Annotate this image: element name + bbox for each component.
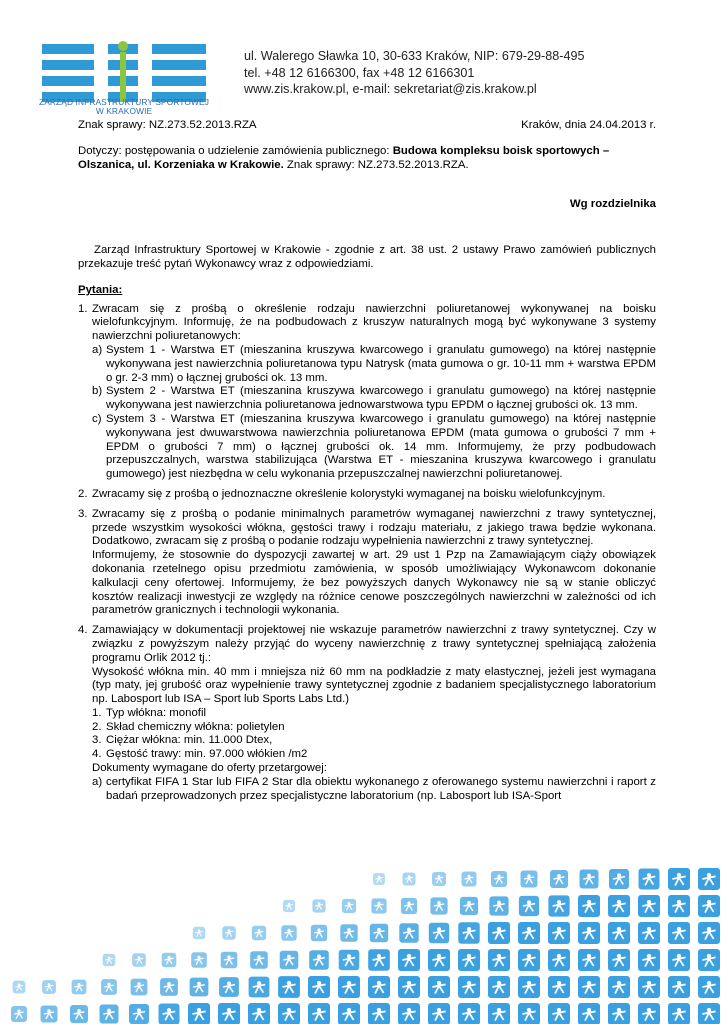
list-item: 2. Skład chemiczny włókna: polietylen [92,720,285,733]
question-2: 2. Zwracamy się z prośbą o jednoznaczne określenie kolorystyki wymaganej na boisku wielofunkcyjnym. [78,487,606,500]
document-date: Kraków, dnia 24.04.2013 r. [521,119,656,131]
contact-line: tel. +48 12 6166300, fax +48 12 6166301 [244,65,475,80]
distribution-note: Wg rozdzielnika [569,198,656,211]
question-4: 4. Zamawiający w dokumentacji projektowej nie wskazuje parametrów nawierzchni z trawy syntetycznej. Czy w związku z powyższym należy przyjąć do wyceny nawierzchnię z trawy syntetycznej spełniającą założenia programu Orlik 2012 tj.: Wysokość włókna min. 40 mm i mniejsza niż 60 mm na podkładzie z maty elastycznej, jeżeli jest wymagana (typ maty, jej grubość oraz wypełnienie trawy syntetycznej zgodnie z badaniem specjalistycznego laboratorium np. Labosport lub ISA – Sport lub Sports Labs Ltd.) 1. Typ włókna: monofil 2. Skład chemiczny włókna: polietylen 3. Ciężar włókna: min. 11.000 Dtex, 4. Gęstość trawy: min. 97.000 włókien /m2 Dokumenty wymagane do oferty przetargowej: a) certyfikat FIFA 1 Star lub FIFA 2 Star dla obiektu wykonanego z oferowanego systemu nawierzchni i raport z badań przeprowadzonych przez specjalistyczne laboratorium (np. Labosport lub ISA-Sport [78,624,656,802]
list-item: c) System 3 - Warstwa ET (mieszanina kruszywa kwarcowego i granulatu gumowego) na której następnie wykonywana jest dwuwarstwowa nawierzchnia poliuretanowa EPDM (mata gumowa o grubości 7 mm + EPDM o grubości 7 mm) o łącznej grubości ok. 14 mm. Informujemy, że przy podbudowach przepuszczalnych, warstwa stabilizująca (Warstwa ET - mieszanina kruszywa kwarcowego i granulatu gumowego) jest niezbędna w celu wykonania przepuszczalnej nawierzchni poliuretanowej. [92,412,656,481]
list-item: a) System 1 - Warstwa ET (mieszanina kruszywa kwarcowego i granulatu gumowego) na której następnie wykonywana jest nawierzchnia poliuretanowa typu Natrysk (mata gumowa o gr. 10-11 mm + warstwa EPDM o gr. 2-3 mm) o łącznej grubości ok. 13 mm. [92,343,656,384]
subject-line: Dotyczy: postępowania o udzielenie zamówienia publicznego: Budowa kompleksu boisk sportowych – Olszanica, ul. Korzeniaka w Krakowie. Znak sprawy: NZ.273.52.2013.RZA. [78,144,610,171]
questions-heading: Pytania: [78,283,123,296]
list-item: 4. Gęstość trawy: min. 97.000 włókien /m2 [92,748,308,761]
logo-caption-line: W KRAKOWIE [95,106,153,116]
web-email-line: www.zis.krakow.pl, e-mail: sekretariat@zis.krakow.pl [244,82,537,96]
list-item: 1. Typ włókna: monofil [92,706,207,719]
intro-paragraph: Zarząd Infrastruktury Sportowej w Krakowie - zgodnie z art. 38 ust. 2 ustawy Prawo zamówień publicznych przekazuje treść pytań Wykonawcy wraz z odpowiedziami. [78,244,656,270]
logo-caption-line: ZARZĄD INFRASTRUKTURY SPORTOWEJ [39,97,209,107]
question-1: 1. Zwracam się z prośbą o określenie rodzaju nawierzchni poliuretanowej wykonywanej na boisku wielofunkcyjnym. Informuję, że na podbudowach z kruszyw naturalnych mogą być wykonywane 3 systemy nawierzchni poliuretanowych: a) System 1 - Warstwa ET (mieszanina kruszywa kwarcowego i granulatu gumowego) na której następnie wykonywana jest nawierzchnia poliuretanowa typu Natrysk (mata gumowa o gr. 10-11 mm + warstwa EPDM o gr. 2-3 mm) o łącznej grubości ok. 13 mm. b) System 2 - Warstwa ET (mieszanina kruszywa kwarcowego i granulatu gumowego) na której następnie wykonywana jest nawierzchnia poliuretanowa jednowarstwowa typu EPDM o łącznej grubości ok. 13 mm. c) System 3 - Warstwa ET (mieszanina kruszywa kwarcowego i granulatu gumowego) na której następnie wykonywana jest dwuwarstwowa nawierzchnia poliuretanowa EPDM (mata gumowa o grubości 7 mm + EPDM o grubości 7 mm) o łącznej grubości ok. 14 mm. Informujemy, że przy podbudowach przepuszczalnych, warstwa stabilizująca (Warstwa ET - mieszanina kruszywa kwarcowego i granulatu gumowego) jest niezbędna w celu wykonania przepuszczalnej nawierzchni poliuretanowej. [78,302,656,481]
ref-date-row [78,119,656,133]
address-line: ul. Walerego Sławka 10, 30-633 Kraków, NIP: 679-29-88-495 [244,49,585,63]
list-item: 3. Ciężar włókna: min. 11.000 Dtex, [92,734,273,747]
sports-pattern-decoration [0,862,724,1024]
questions-list [78,303,656,804]
logo-caption [36,98,212,116]
question-3: 3. Zwracamy się z prośbą o podanie minimalnych parametrów wymaganej nawierzchni z trawy syntetycznej, przede wszystkim wysokości włókna, gęstości trawy i rodzaju materiału, z jakiego trawa będzie wykonana. Dodatkowo, zwracam się z prośbą o podanie rodzaju wypełnienia nawierzchni z trawy syntetycznej. Informujemy, że stosownie do dyspozycji zawartej w art. 29 ust 1 Pzp na Zamawiającym ciąży obowiązek dokonania rzetelnego opisu przedmiotu zamówienia, w sposób umożliwiający Wykonawcom dokonanie kalkulacji ceny ofertowej. Informujemy, że bez powyższych danych Wykonawcy nie są w stanie obliczyć kosztów realizacji inwestycji ze względy na różnice cenowe poszczególnych nawierzchni w zależności od ich parametrów granicznych i technologii wykonania. [78,507,656,617]
document-body [78,119,656,809]
case-reference: Znak sprawy: NZ.273.52.2013.RZA [78,119,257,131]
list-item: a) certyfikat FIFA 1 Star lub FIFA 2 Star dla obiektu wykonanego z oferowanego systemu nawierzchni i raport z badań przeprowadzonych przez specjalistyczne laboratorium (np. Labosport lub ISA-Sport [92,775,656,802]
list-item: b) System 2 - Warstwa ET (mieszanina kruszywa kwarcowego i granulatu gumowego) na której następnie wykonywana jest nawierzchnia poliuretanowa jednowarstwowa typu EPDM o łącznej grubości ok. 13 mm. [92,385,656,412]
address-block [244,48,584,98]
